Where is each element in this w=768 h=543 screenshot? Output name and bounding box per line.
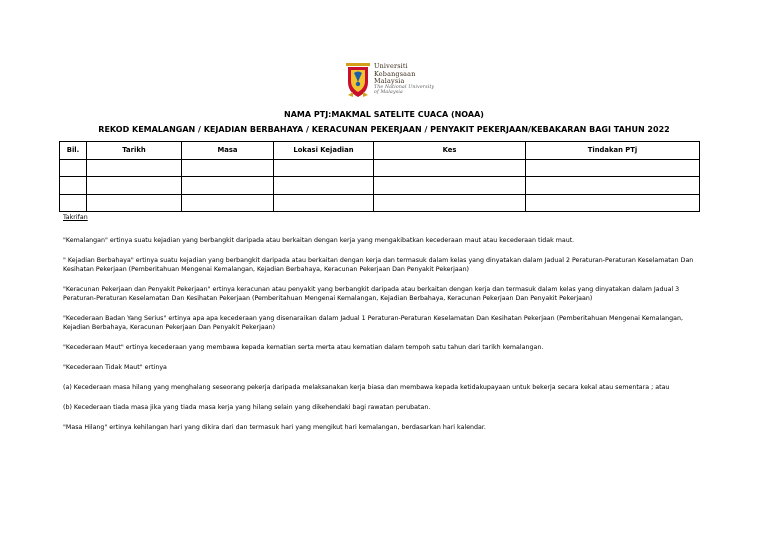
column-header-kes: Kes (374, 142, 526, 160)
definition-kecederaan-maut: "Kecederaan Maut" ertinya kecederaan yang membawa kepada kematian serta merta atau kematian dalam tempoh satu tahun dari tarikh kemalangan. (63, 344, 544, 351)
table-row (60, 159, 700, 177)
table-cell (374, 159, 526, 177)
column-header-lokasi: Lokasi Kejadian (274, 142, 374, 160)
definition-masa-hilang: "Masa Hilang" ertinya kehilangan hari yang dikira dari dan termasuk hari yang mengikut hari kemalangan, berdasarkan hari kalendar. (63, 424, 486, 431)
table-cell (182, 159, 274, 177)
definition-kecederaan-serius: "Kecederaan Badan Yang Serius" ertinya apa apa kecederaan yang disenaraikan dalam Jadual 1 Peraturan-Peraturan Keselamatan Dan Kesihatan Pekerjaan (Pemberitahuan Mengenai Kemalangan, Kejadian Berbahaya, Keracunan Pekerjaan Dan Penyakit Pekerjaan) (63, 315, 683, 331)
ptj-name-title: NAMA PTJ:MAKMAL SATELITE CUACA (NOAA) (284, 110, 484, 119)
table-cell (274, 177, 374, 195)
definition-kemalangan: "Kemalangan" ertinya suatu kejadian yang berbangkit daripada atau berkaitan dengan kerja yang mengakibatkan kecederaan maut atau kecederaan tidak maut. (63, 237, 575, 244)
table-cell (182, 177, 274, 195)
table-cell (526, 159, 700, 177)
logo-line-4: The National University (374, 84, 435, 90)
definition-kecederaan-tidak-maut: "Kecederaan Tidak Maut" ertinya (63, 364, 167, 371)
column-header-masa: Masa (182, 142, 274, 160)
incident-record-table (59, 141, 700, 212)
table-cell (87, 159, 182, 177)
table-row (60, 177, 700, 195)
column-header-tarikh: Tarikh (87, 142, 182, 160)
table-row (60, 194, 700, 212)
definition-item-b: (b) Kecederaan tiada masa jika yang tiada masa kerja yang hilang selain yang dikehendaki bagi rawatan perubatan. (63, 404, 431, 411)
table-cell (526, 194, 700, 212)
table-cell (60, 159, 87, 177)
university-name (374, 63, 434, 95)
logo-line-5: of Malaysia (374, 89, 403, 95)
table-cell (526, 177, 700, 195)
logo-line-1: Universiti (374, 62, 408, 70)
table-cell (182, 194, 274, 212)
table-cell (87, 177, 182, 195)
university-logo (345, 62, 435, 102)
table-cell (60, 177, 87, 195)
report-title: REKOD KEMALANGAN / KEJADIAN BERBAHAYA / KERACUNAN PEKERJAAN / PENYAKIT PEKERJAAN/KEBAKARAN BAGI TAHUN 2022 (98, 125, 670, 134)
table-header-row (60, 142, 700, 160)
table-cell (374, 194, 526, 212)
table-cell (87, 194, 182, 212)
logo-line-3: Malaysia (374, 77, 405, 86)
table-cell (274, 194, 374, 212)
table-cell (60, 194, 87, 212)
column-header-bil: Bil. (60, 142, 87, 160)
definitions-section (63, 213, 708, 443)
column-header-tindakan: Tindakan PTj (526, 142, 700, 160)
definition-keracunan-penyakit: "Keracunan Pekerjaan dan Penyakit Pekerjaan" ertinya keracunan atau penyakit yang berbangkit daripada atau berkaitan dengan kerja dan termasuk dalam kelas yang dinyatakan dalam Jadual 3 Peraturan-Peraturan Keselamatan Dan Kesihatan Pekerjaan (Pemberitahuan Mengenai Kemalangan, Kejadian Berbahaya, Keracunan Pekerjaan Dan Penyakit Pekerjaan) (63, 286, 680, 302)
definition-kejadian-berbahaya: " Kejadian Berbahaya" ertinya suatu kejadian yang berbangkit daripada atau berkaitan dengan kerja dan termasuk dalam kelas yang dinyatakan dalam Jadual 2 Peraturan-Peraturan Keselamatan Dan Kesihatan Pekerjaan (Pemberitahuan Mengenai Kemalangan, Kejadian Berbahaya, Keracunan Pekerjaan Dan Penyakit Pekerjaan) (63, 257, 694, 273)
table-cell (274, 159, 374, 177)
definitions-heading: Takrifan (63, 214, 88, 221)
table-cell (374, 177, 526, 195)
definition-item-a: (a) Kecederaan masa hilang yang menghalang seseorang pekerja daripada melaksanakan kerja biasa dan membawa kepada ketidakupayaan untuk bekerja secara kekal atau sementara ; atau (63, 384, 670, 391)
logo-line-2: Kebangsaan (374, 69, 416, 78)
university-crest-icon (345, 62, 371, 98)
